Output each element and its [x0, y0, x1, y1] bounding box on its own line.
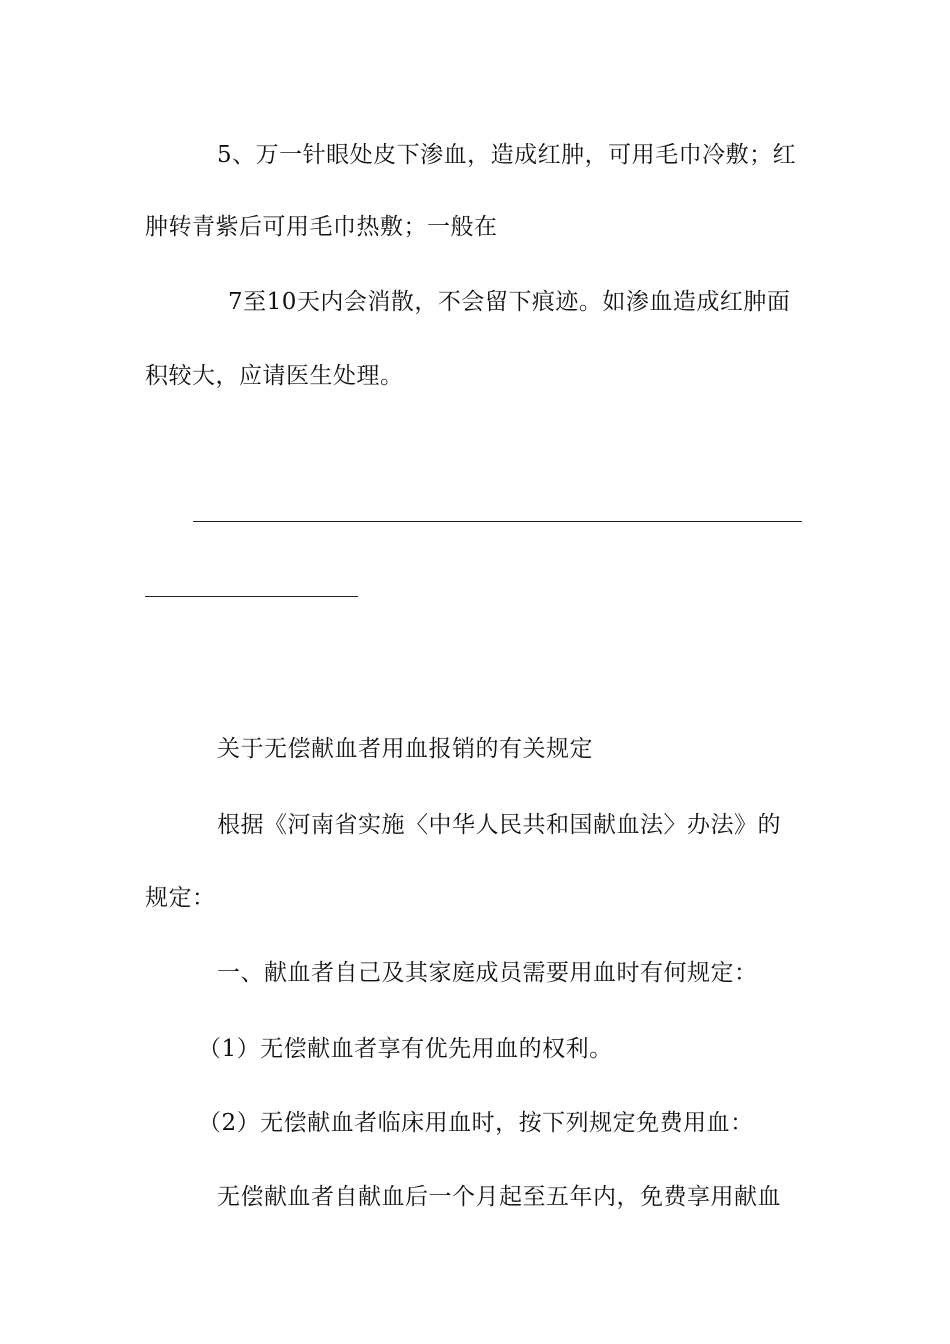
heading-1: 一、献血者自己及其家庭成员需要用血时有何规定：	[217, 960, 758, 986]
paragraph-last-line-1: 无偿献血者自献血后一个月起至五年内，免费享用献血	[217, 1184, 781, 1210]
paragraph-5-line-1: 5、万一针眼处皮下渗血，造成红肿，可用毛巾冷敷；红	[217, 142, 797, 168]
paragraph-5-line-2: 肿转青紫后可用毛巾热敷；一般在	[145, 214, 498, 240]
list-item-2: （2）无偿献血者临床用血时，按下列规定免费用血：	[198, 1110, 754, 1136]
list-item-1: （1）无偿献血者享有优先用血的权利。	[198, 1036, 613, 1062]
paragraph-continued-line-1: 7至10天内会消散，不会留下痕迹。如渗血造成红肿面	[228, 289, 791, 315]
separator-line-2	[145, 596, 358, 597]
intro-line-2: 规定：	[145, 885, 216, 911]
intro-line-1: 根据《河南省实施〈中华人民共和国献血法〉办法》的	[217, 812, 781, 838]
separator-line-1	[193, 521, 802, 522]
paragraph-continued-line-2: 积较大，应请医生处理。	[145, 363, 404, 389]
section-title: 关于无偿献血者用血报销的有关规定	[217, 736, 593, 762]
